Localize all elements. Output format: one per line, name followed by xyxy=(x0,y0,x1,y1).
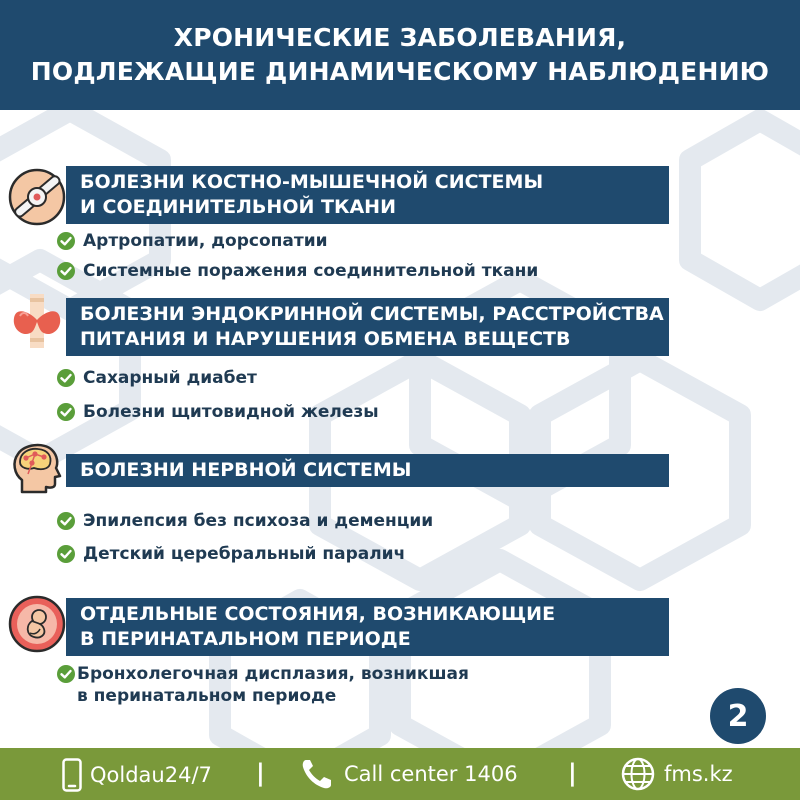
page-number-badge: 2 xyxy=(710,688,766,744)
section-banner-nervous xyxy=(66,454,669,487)
list-item xyxy=(57,230,328,252)
footer-site[interactable] xyxy=(620,757,733,791)
check-icon xyxy=(57,545,75,563)
section-banner-endocrine xyxy=(66,298,669,356)
thyroid-icon xyxy=(8,292,66,350)
fetus-icon xyxy=(8,595,66,653)
check-icon xyxy=(57,232,75,250)
list-item-text: Системные поражения соединительной ткани xyxy=(83,261,539,281)
section-title-line: ПИТАНИЯ И НАРУШЕНИЯ ОБМЕНА ВЕЩЕСТВ xyxy=(80,328,571,350)
footer-app-label: Qoldau24/7 xyxy=(90,763,212,787)
list-item xyxy=(57,543,405,565)
section-title-line: БОЛЕЗНИ ЭНДОКРИННОЙ СИСТЕМЫ, РАССТРОЙСТВА xyxy=(80,303,664,325)
footer-call-label: Call center 1406 xyxy=(344,762,518,786)
brain-head-icon xyxy=(8,440,66,498)
check-icon xyxy=(57,369,75,387)
list-item xyxy=(57,260,538,282)
list-item-text: Болезни щитовидной железы xyxy=(83,402,379,422)
joint-icon xyxy=(8,168,66,226)
section-title-line: И СОЕДИНИТЕЛЬНОЙ ТКАНИ xyxy=(80,196,396,218)
footer-call[interactable] xyxy=(300,757,518,791)
list-item-text: Артропатии, дорсопатии xyxy=(83,231,328,251)
list-item-text: Детский церебральный паралич xyxy=(83,544,406,564)
list-item xyxy=(57,663,469,707)
check-icon xyxy=(57,262,75,280)
list-item-text xyxy=(77,663,469,707)
check-icon xyxy=(57,403,75,421)
footer-separator: | xyxy=(568,759,577,787)
section-title-line: ОТДЕЛЬНЫЕ СОСТОЯНИЯ, ВОЗНИКАЮЩИЕ xyxy=(80,603,556,625)
check-icon xyxy=(57,665,75,683)
list-item-text: Сахарный диабет xyxy=(83,368,257,388)
list-item-text: Эпилепсия без психоза и деменции xyxy=(83,511,434,531)
phone-icon xyxy=(62,758,82,792)
section-banner-musculoskeletal xyxy=(66,166,669,224)
footer-bar xyxy=(0,748,800,800)
globe-icon xyxy=(620,757,656,791)
check-icon xyxy=(57,512,75,530)
section-title-line: В ПЕРИНАТАЛЬНОМ ПЕРИОДЕ xyxy=(80,628,411,650)
list-item-text-line: в перинатальном периоде xyxy=(77,686,337,706)
footer-app[interactable] xyxy=(62,758,212,792)
section-banner-perinatal xyxy=(66,598,669,656)
section-title-line: БОЛЕЗНИ КОСТНО-МЫШЕЧНОЙ СИСТЕМЫ xyxy=(80,171,544,193)
footer-site-label: fms.kz xyxy=(664,762,733,786)
list-item xyxy=(57,367,257,389)
header-banner xyxy=(0,0,800,110)
page-title-line2: ПОДЛЕЖАЩИЕ ДИНАМИЧЕСКОМУ НАБЛЮДЕНИЮ xyxy=(30,57,770,86)
section-title-line: БОЛЕЗНИ НЕРВНОЙ СИСТЕМЫ xyxy=(80,459,412,481)
list-item xyxy=(57,401,379,423)
phone-handset-icon xyxy=(300,757,336,791)
list-item xyxy=(57,510,433,532)
footer-separator: | xyxy=(256,759,265,787)
page-title-line1: ХРОНИЧЕСКИЕ ЗАБОЛЕВАНИЯ, xyxy=(173,23,627,52)
list-item-text-line: Бронхолегочная дисплазия, возникшая xyxy=(77,664,469,684)
